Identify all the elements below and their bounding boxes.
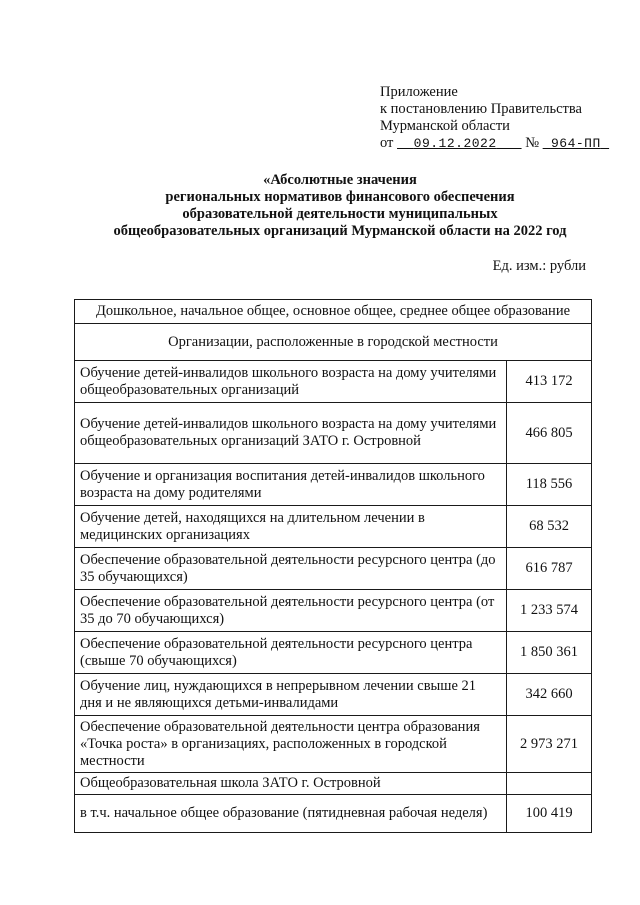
table-row (75, 674, 592, 716)
table-row (75, 361, 592, 403)
row-value: 413 172 (507, 361, 592, 403)
row-name: Общеобразовательная школа ЗАТО г. Островной (75, 773, 507, 795)
resolution-number: 964-ПП (550, 136, 601, 151)
normatives-table (74, 299, 592, 833)
appendix-line-1: Приложение (380, 84, 458, 100)
row-name: Обучение детей, находящихся на длительном лечении в медицинских организациях (75, 506, 507, 548)
appendix-line-3: Мурманской области (380, 118, 510, 134)
row-value (507, 773, 592, 795)
table-row (75, 795, 592, 833)
table-row (75, 548, 592, 590)
document-title (60, 172, 620, 240)
row-name: Обеспечение образовательной деятельности ресурсного центра (от 35 до 70 обучающихся) (75, 590, 507, 632)
title-line-3: образовательной деятельности муниципальных (182, 206, 498, 222)
row-name: Обучение детей-инвалидов школьного возраста на дому учителями общеобразовательных организаций ЗАТО г. Островной (75, 403, 507, 464)
row-name: Обучение и организация воспитания детей-инвалидов школьного возраста на дому родителями (75, 464, 507, 506)
section-header-row (75, 300, 592, 324)
row-value: 100 419 (507, 795, 592, 833)
row-value: 466 805 (507, 403, 592, 464)
row-value: 342 660 (507, 674, 592, 716)
row-name: в т.ч. начальное общее образование (пятидневная рабочая неделя) (75, 795, 507, 833)
unit-of-measure: Ед. изм.: рубли (492, 258, 586, 274)
title-line-4: общеобразовательных организаций Мурманской области на 2022 год (113, 223, 567, 239)
table-row (75, 590, 592, 632)
appendix-line-2: к постановлению Правительства (380, 101, 582, 117)
subsection-header: Организации, расположенные в городской местности (75, 324, 592, 361)
table-row (75, 464, 592, 506)
row-value: 1 233 574 (507, 590, 592, 632)
from-prefix: от (380, 135, 394, 151)
row-name: Обеспечение образовательной деятельности центра образования «Точка роста» в организациях, расположенных в городской местности (75, 716, 507, 773)
row-value: 118 556 (507, 464, 592, 506)
title-line-1: «Абсолютные значения (263, 172, 417, 188)
row-value: 68 532 (507, 506, 592, 548)
section-header: Дошкольное, начальное общее, основное общее, среднее общее образование (75, 300, 592, 324)
table-row (75, 773, 592, 795)
row-name: Обеспечение образовательной деятельности ресурсного центра (до 35 обучающихся) (75, 548, 507, 590)
row-name: Обучение детей-инвалидов школьного возраста на дому учителями общеобразовательных организаций (75, 361, 507, 403)
number-prefix: № (525, 135, 540, 151)
table-row (75, 716, 592, 773)
table-row (75, 632, 592, 674)
table-row (75, 403, 592, 464)
row-value: 616 787 (507, 548, 592, 590)
table-row (75, 506, 592, 548)
resolution-date: 09.12.2022 (413, 136, 497, 151)
appendix-block (380, 84, 609, 152)
appendix-date-line (380, 135, 609, 152)
title-line-2: региональных нормативов финансового обеспечения (165, 189, 515, 205)
row-name: Обеспечение образовательной деятельности ресурсного центра (свыше 70 обучающихся) (75, 632, 507, 674)
row-name: Обучение лиц, нуждающихся в непрерывном лечении свыше 21 дня и не являющихся детьми-инвалидами (75, 674, 507, 716)
row-value: 2 973 271 (507, 716, 592, 773)
subsection-header-row (75, 324, 592, 361)
row-value: 1 850 361 (507, 632, 592, 674)
